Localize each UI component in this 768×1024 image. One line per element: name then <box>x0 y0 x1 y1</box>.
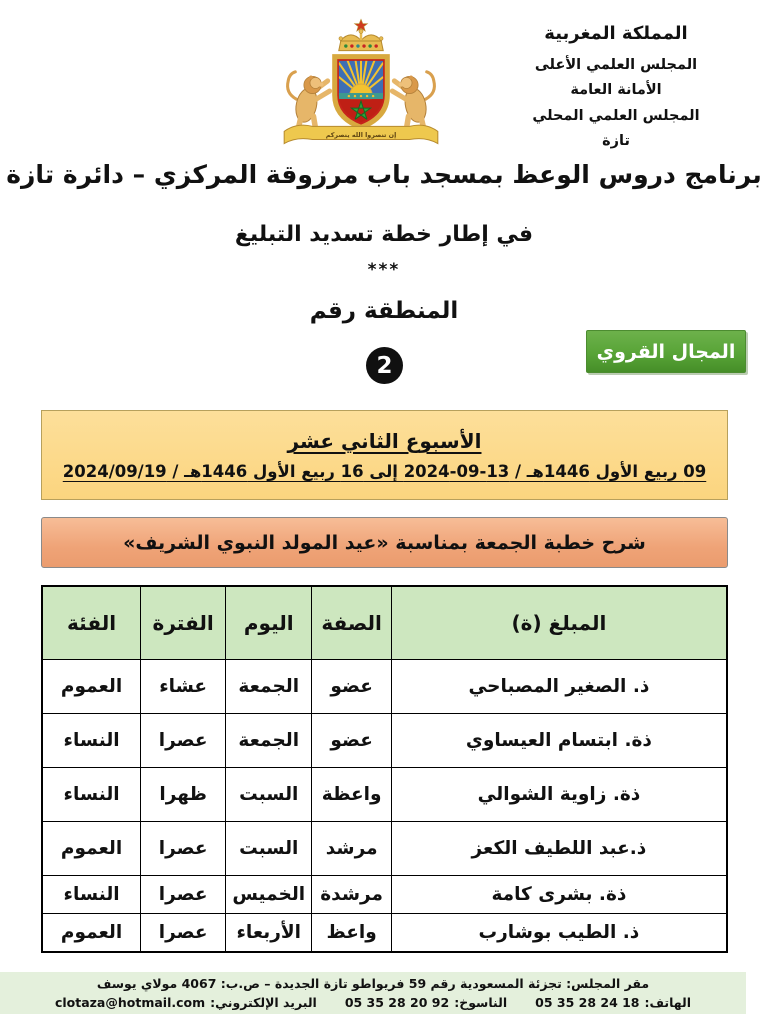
schedule-table <box>41 585 728 953</box>
org-line-kingdom: المملكة المغربية <box>544 23 688 44</box>
cell-audience: النساء <box>42 768 141 822</box>
email-label: البريد الإلكتروني: <box>210 994 317 1010</box>
cell-capacity: واعظة <box>312 768 391 822</box>
rural-area-badge-label: المجال القروي <box>596 340 736 363</box>
org-line-local-council: المجلس العلمي المحلي <box>532 107 700 124</box>
cell-period: ظهرا <box>141 768 226 822</box>
footer-fax-group <box>345 994 507 1012</box>
week-info-box <box>41 410 728 500</box>
table-row <box>42 660 727 714</box>
moroccan-coat-of-arms-icon <box>268 18 454 160</box>
schedule-table-body <box>42 660 727 953</box>
col-header-period: الفترة <box>141 586 226 660</box>
cell-capacity: عضو <box>312 714 391 768</box>
cell-preacher: ذة. بشرى كامة <box>391 876 727 914</box>
org-header <box>480 20 752 156</box>
footer-contacts <box>55 994 691 1012</box>
cell-day: السبت <box>226 822 312 876</box>
week-date-range: 09 ربيع الأول 1446هـ / 13-09-2024 إلى 16 ربيع الأول 1446هـ / 2024/09/19 <box>62 462 707 481</box>
schedule-table-header <box>42 586 727 660</box>
cell-audience: النساء <box>42 714 141 768</box>
col-header-preacher: المبلغ (ة) <box>391 586 727 660</box>
footer-address: مقر المجلس: تجزئة المسعودية رقم 59 فريواطو تازة الجديدة – ص.ب: 4067 مولاي يوسف <box>96 975 650 991</box>
cell-preacher: ذة. زاوية الشوالي <box>391 768 727 822</box>
cell-audience: العموم <box>42 914 141 953</box>
phone-number: 05 35 28 24 18 <box>535 994 640 1010</box>
cell-preacher: ذ.عبد اللطيف الكعز <box>391 822 727 876</box>
org-line-council: المجلس العلمي الأعلى <box>534 56 698 73</box>
cell-preacher: ذ. الطيب بوشارب <box>391 914 727 953</box>
cell-audience: النساء <box>42 876 141 914</box>
footer-phone-group <box>535 994 691 1012</box>
cell-preacher: ذ. الصغير المصباحي <box>391 660 727 714</box>
cell-capacity: مرشدة <box>312 876 391 914</box>
lion-icon <box>288 72 330 129</box>
footer-email-group <box>55 994 317 1012</box>
cell-capacity: واعظ <box>312 914 391 953</box>
header-row <box>42 586 727 660</box>
cell-preacher: ذة. ابتسام العيساوي <box>391 714 727 768</box>
org-line-secretariat: الأمانة العامة <box>570 82 662 99</box>
cell-audience: العموم <box>42 660 141 714</box>
region-number-label: المنطقة رقم <box>309 298 459 324</box>
cell-day: الجمعة <box>226 660 312 714</box>
cell-day: الأربعاء <box>226 914 312 953</box>
rural-area-badge <box>586 330 746 373</box>
program-subtitle: في إطار خطة تسديد التبليغ <box>234 222 534 247</box>
phone-label: الهاتف: <box>644 994 692 1010</box>
region-number-badge: 2 <box>366 347 403 384</box>
table-row <box>42 876 727 914</box>
separator-stars: *** <box>367 260 401 280</box>
week-title: الأسبوع الثاني عشر <box>287 429 482 453</box>
col-header-day: اليوم <box>226 586 312 660</box>
fax-label: الناسوخ: <box>454 994 508 1010</box>
table-row <box>42 768 727 822</box>
org-line-city: تازة <box>602 133 630 150</box>
cell-period: عشاء <box>141 660 226 714</box>
crown-icon <box>339 29 383 50</box>
table-row <box>42 714 727 768</box>
footer-band <box>0 972 746 1014</box>
fax-number: 05 35 28 20 92 <box>344 994 450 1010</box>
col-header-audience: الفئة <box>42 586 141 660</box>
emblem-motto-text: إن تنصروا الله ينصركم <box>325 132 397 140</box>
shield-icon <box>335 55 388 130</box>
cell-day: السبت <box>226 768 312 822</box>
cell-period: عصرا <box>141 876 226 914</box>
cell-audience: العموم <box>42 822 141 876</box>
cell-capacity: عضو <box>312 660 391 714</box>
program-title: برنامج دروس الوعظ بمسجد باب مرزوقة المركزي – دائرة تازة <box>6 160 762 189</box>
cell-capacity: مرشد <box>312 822 391 876</box>
motto-ribbon-icon <box>284 125 438 143</box>
col-header-capacity: الصفة <box>312 586 391 660</box>
cell-period: عصرا <box>141 714 226 768</box>
lesson-topic-box <box>41 517 728 568</box>
cell-period: عصرا <box>141 914 226 953</box>
cell-period: عصرا <box>141 822 226 876</box>
cell-day: الجمعة <box>226 714 312 768</box>
cell-day: الخميس <box>226 876 312 914</box>
table-row <box>42 914 727 953</box>
table-row <box>42 822 727 876</box>
email-address: clotaza@hotmail.com <box>54 994 206 1010</box>
lesson-topic-text: شرح خطبة الجمعة بمناسبة «عيد المولد النبوي الشريف» <box>123 531 646 554</box>
